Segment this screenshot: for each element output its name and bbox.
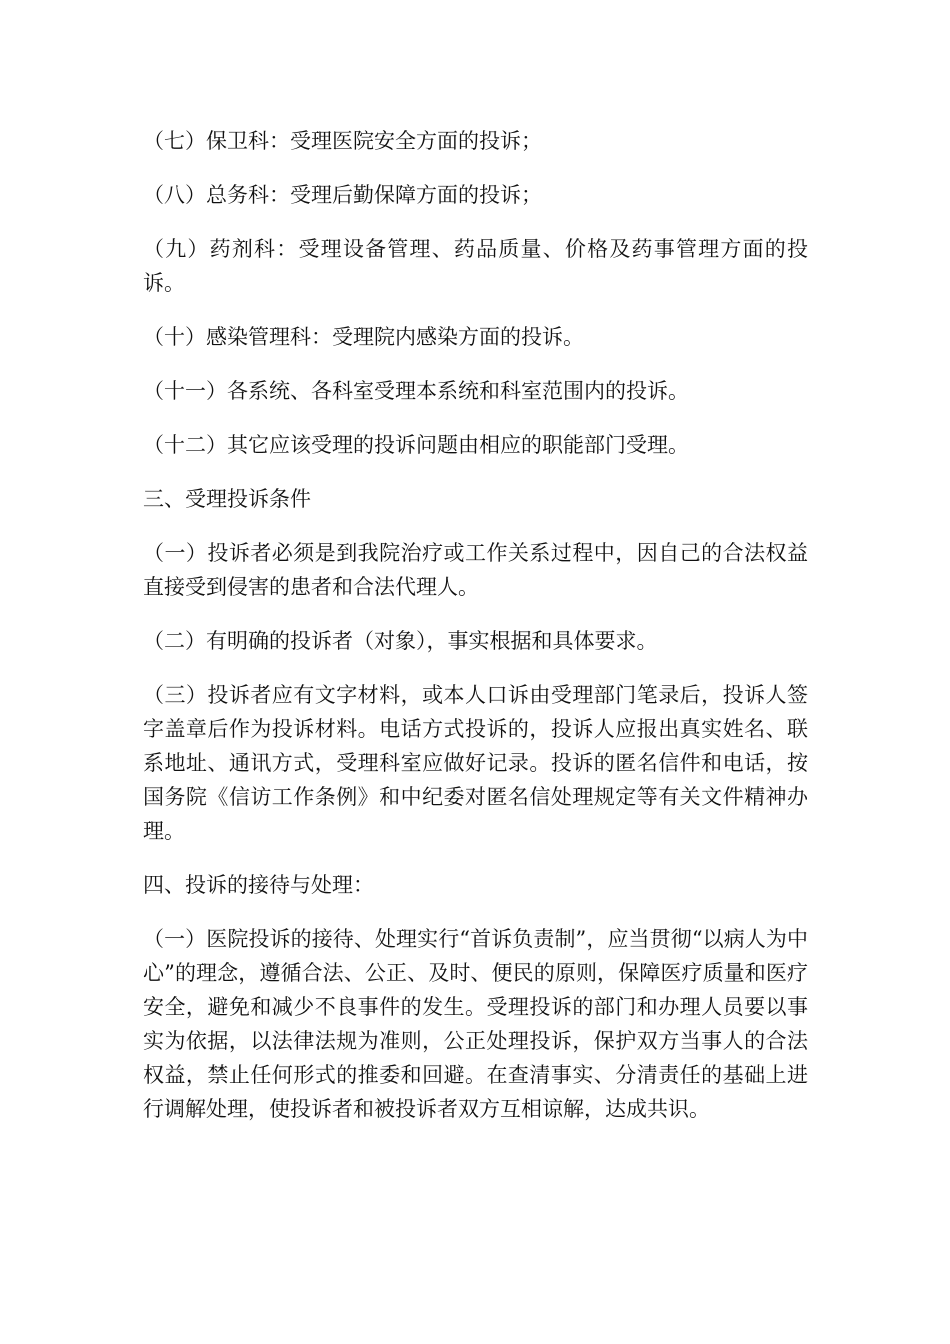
document-body: [143, 124, 808, 1146]
paragraph-general-affairs-dept: （八）总务科：受理后勤保障方面的投诉；: [143, 183, 542, 207]
paragraph-condition-3: （三）投诉者应有文字材料，或本人口诉由受理部门笔录后，投诉人签字盖章后作为投诉材料。电话方式投诉的，投诉人应报出真实姓名、联系地址、通讯方式，受理科室应做好记录。投诉的匿名信件和电话，按国务院《信访工作条例》和中纪委对匿名信处理规定等有关文件精神办理。: [143, 683, 808, 843]
paragraph-security-dept: （七）保卫科：受理医院安全方面的投诉；: [143, 129, 542, 153]
section-heading-reception-handling: 四、投诉的接待与处理：: [143, 873, 374, 897]
paragraph-all-departments: （十一）各系统、各科室受理本系统和科室范围内的投诉。: [143, 379, 689, 403]
paragraph-infection-control-dept: （十）感染管理科：受理院内感染方面的投诉。: [143, 325, 584, 349]
paragraph-condition-1: （一）投诉者必须是到我院治疗或工作关系过程中，因自己的合法权益直接受到侵害的患者和合法代理人。: [143, 541, 808, 599]
paragraph-condition-2: （二）有明确的投诉者（对象），事实根据和具体要求。: [143, 629, 658, 653]
paragraph-other-functional-depts: （十二）其它应该受理的投诉问题由相应的职能部门受理。: [143, 433, 689, 457]
paragraph-handling-1: （一）医院投诉的接待、处理实行“首诉负责制”，应当贯彻“以病人为中心”的理念，遵循合法、公正、及时、便民的原则，保障医疗质量和医疗安全，避免和减少不良事件的发生。受理投诉的部门和办理人员要以事实为依据，以法律法规为准则，公正处理投诉，保护双方当事人的合法权益，禁止任何形式的推委和回避。在查清事实、分清责任的基础上进行调解处理，使投诉者和被投诉者双方互相谅解，达成共识。: [143, 927, 808, 1121]
section-heading-complaint-conditions: 三、受理投诉条件: [143, 487, 311, 511]
paragraph-pharmacy-dept: （九）药剂科：受理设备管理、药品质量、价格及药事管理方面的投诉。: [143, 237, 808, 295]
